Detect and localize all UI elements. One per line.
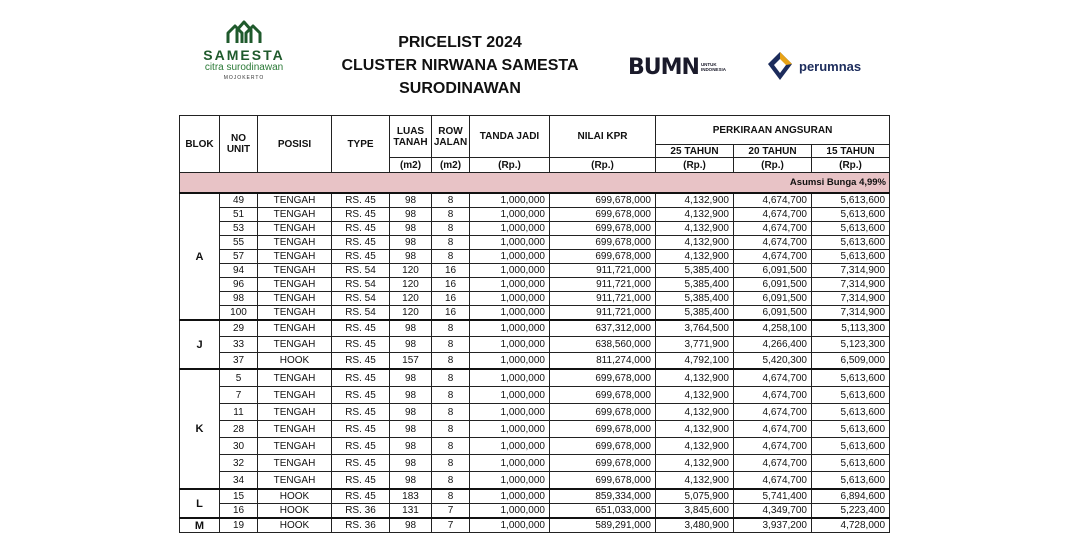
cell-nilai-kpr: 911,721,000 — [550, 306, 656, 321]
cell-angsuran-25: 4,132,900 — [656, 369, 734, 387]
cell-nilai-kpr: 699,678,000 — [550, 250, 656, 264]
cell-posisi: TENGAH — [258, 264, 332, 278]
cell-nilai-kpr: 699,678,000 — [550, 472, 656, 490]
unit-row: (m2) — [432, 158, 470, 173]
cell-angsuran-20: 6,091,500 — [734, 278, 812, 292]
cell-nilai-kpr: 699,678,000 — [550, 193, 656, 208]
cell-angsuran-25: 3,771,900 — [656, 337, 734, 353]
cell-tanda-jadi: 1,000,000 — [470, 278, 550, 292]
cell-angsuran-15: 5,223,400 — [812, 504, 890, 519]
cell-angsuran-25: 5,385,400 — [656, 306, 734, 321]
table-row — [180, 320, 890, 337]
table-row — [180, 264, 890, 278]
cell-angsuran-20: 4,674,700 — [734, 404, 812, 421]
cell-row-jalan: 8 — [432, 369, 470, 387]
cell-nilai-kpr: 699,678,000 — [550, 455, 656, 472]
cell-luas-tanah: 98 — [390, 337, 432, 353]
cell-angsuran-15: 7,314,900 — [812, 292, 890, 306]
bumn-tagline — [701, 62, 726, 72]
cell-row-jalan: 8 — [432, 421, 470, 438]
cell-angsuran-25: 3,480,900 — [656, 518, 734, 533]
cell-luas-tanah: 98 — [390, 208, 432, 222]
header-luas-tanah — [390, 116, 432, 158]
cell-angsuran-15: 5,613,600 — [812, 404, 890, 421]
cell-angsuran-15: 5,613,600 — [812, 222, 890, 236]
blok-label: L — [180, 489, 220, 518]
cell-angsuran-20: 4,674,700 — [734, 421, 812, 438]
cell-row-jalan: 8 — [432, 250, 470, 264]
cell-luas-tanah: 120 — [390, 278, 432, 292]
table-row — [180, 306, 890, 321]
table-row — [180, 236, 890, 250]
cell-luas-tanah: 98 — [390, 320, 432, 337]
cell-row-jalan: 7 — [432, 518, 470, 533]
cell-angsuran-25: 4,132,900 — [656, 472, 734, 490]
cell-angsuran-25: 4,132,900 — [656, 193, 734, 208]
cell-angsuran-20: 4,674,700 — [734, 193, 812, 208]
header-25-tahun: 25 TAHUN — [656, 145, 734, 158]
cell-nilai-kpr: 699,678,000 — [550, 421, 656, 438]
table-row — [180, 292, 890, 306]
brand-city: MOJOKERTO — [223, 75, 265, 81]
cell-angsuran-15: 5,613,600 — [812, 387, 890, 404]
cell-angsuran-15: 5,613,600 — [812, 193, 890, 208]
table-body — [180, 193, 890, 533]
cell-nilai-kpr: 911,721,000 — [550, 292, 656, 306]
cell-luas-tanah: 98 — [390, 404, 432, 421]
header-posisi: POSISI — [258, 116, 332, 173]
cell-angsuran-25: 4,132,900 — [656, 421, 734, 438]
header-no-unit — [220, 116, 258, 173]
cell-type: RS. 45 — [332, 438, 390, 455]
cell-row-jalan: 7 — [432, 504, 470, 519]
cell-tanda-jadi: 1,000,000 — [470, 222, 550, 236]
cell-posisi: TENGAH — [258, 387, 332, 404]
cell-tanda-jadi: 1,000,000 — [470, 387, 550, 404]
cell-type: RS. 45 — [332, 337, 390, 353]
cell-no-unit: 53 — [220, 222, 258, 236]
cell-nilai-kpr: 638,560,000 — [550, 337, 656, 353]
unit-25-tahun: (Rp.) — [656, 158, 734, 173]
cell-row-jalan: 8 — [432, 337, 470, 353]
cell-row-jalan: 8 — [432, 472, 470, 490]
bumn-logo — [628, 55, 726, 79]
cell-nilai-kpr: 651,033,000 — [550, 504, 656, 519]
cell-type: RS. 36 — [332, 518, 390, 533]
unit-luas: (m2) — [390, 158, 432, 173]
cell-nilai-kpr: 637,312,000 — [550, 320, 656, 337]
cell-type: RS. 45 — [332, 208, 390, 222]
blok-label: M — [180, 518, 220, 533]
header-row-jalan — [432, 116, 470, 158]
cell-tanda-jadi: 1,000,000 — [470, 236, 550, 250]
cell-angsuran-20: 4,674,700 — [734, 222, 812, 236]
cell-type: RS. 54 — [332, 306, 390, 321]
cell-posisi: TENGAH — [258, 278, 332, 292]
cell-posisi: TENGAH — [258, 369, 332, 387]
cell-angsuran-25: 3,764,500 — [656, 320, 734, 337]
cell-angsuran-20: 6,091,500 — [734, 306, 812, 321]
cell-type: RS. 45 — [332, 222, 390, 236]
cell-posisi: TENGAH — [258, 208, 332, 222]
cell-angsuran-20: 5,420,300 — [734, 353, 812, 370]
cell-angsuran-25: 4,132,900 — [656, 438, 734, 455]
table-row — [180, 222, 890, 236]
cell-tanda-jadi: 1,000,000 — [470, 193, 550, 208]
cell-tanda-jadi: 1,000,000 — [470, 208, 550, 222]
cell-angsuran-20: 3,937,200 — [734, 518, 812, 533]
cell-type: RS. 45 — [332, 489, 390, 504]
header-nilai-kpr: NILAI KPR — [550, 116, 656, 158]
cell-luas-tanah: 98 — [390, 421, 432, 438]
cell-angsuran-25: 5,075,900 — [656, 489, 734, 504]
cell-no-unit: 7 — [220, 387, 258, 404]
cell-type: RS. 45 — [332, 320, 390, 337]
cell-row-jalan: 8 — [432, 387, 470, 404]
cell-angsuran-20: 4,349,700 — [734, 504, 812, 519]
cell-tanda-jadi: 1,000,000 — [470, 404, 550, 421]
cell-luas-tanah: 98 — [390, 387, 432, 404]
cell-no-unit: 28 — [220, 421, 258, 438]
cell-angsuran-20: 4,674,700 — [734, 236, 812, 250]
pricelist-table — [179, 115, 890, 533]
cell-posisi: TENGAH — [258, 472, 332, 490]
cell-angsuran-20: 4,674,700 — [734, 369, 812, 387]
samesta-emblem-icon — [225, 18, 263, 46]
cell-type: RS. 54 — [332, 264, 390, 278]
cell-row-jalan: 8 — [432, 455, 470, 472]
cell-posisi: TENGAH — [258, 193, 332, 208]
cell-type: RS. 45 — [332, 193, 390, 208]
cell-posisi: TENGAH — [258, 222, 332, 236]
cell-posisi: HOOK — [258, 489, 332, 504]
cell-posisi: TENGAH — [258, 438, 332, 455]
unit-nilai-kpr: (Rp.) — [550, 158, 656, 173]
cell-angsuran-15: 7,314,900 — [812, 278, 890, 292]
cell-no-unit: 94 — [220, 264, 258, 278]
cell-nilai-kpr: 811,274,000 — [550, 353, 656, 370]
cell-row-jalan: 8 — [432, 208, 470, 222]
cell-luas-tanah: 120 — [390, 292, 432, 306]
table-row — [180, 353, 890, 370]
cell-angsuran-25: 5,385,400 — [656, 292, 734, 306]
table-row — [180, 337, 890, 353]
brand-subtitle: citra surodinawan — [204, 62, 284, 73]
cell-row-jalan: 16 — [432, 292, 470, 306]
cell-angsuran-15: 6,894,600 — [812, 489, 890, 504]
cell-no-unit: 37 — [220, 353, 258, 370]
cell-angsuran-15: 5,123,300 — [812, 337, 890, 353]
cell-no-unit: 51 — [220, 208, 258, 222]
cell-tanda-jadi: 1,000,000 — [470, 421, 550, 438]
cell-luas-tanah: 98 — [390, 455, 432, 472]
cell-angsuran-15: 5,613,600 — [812, 421, 890, 438]
cell-no-unit: 96 — [220, 278, 258, 292]
cell-luas-tanah: 157 — [390, 353, 432, 370]
cell-luas-tanah: 98 — [390, 518, 432, 533]
cell-angsuran-25: 4,132,900 — [656, 404, 734, 421]
table-row — [180, 518, 890, 533]
cell-type: RS. 45 — [332, 387, 390, 404]
cell-luas-tanah: 183 — [390, 489, 432, 504]
header-blok: BLOK — [180, 116, 220, 173]
cell-row-jalan: 8 — [432, 353, 470, 370]
cell-angsuran-15: 7,314,900 — [812, 264, 890, 278]
bumn-tagline-1: UNTUK — [700, 62, 717, 67]
cell-type: RS. 45 — [332, 404, 390, 421]
cell-type: RS. 45 — [332, 421, 390, 438]
cell-tanda-jadi: 1,000,000 — [470, 306, 550, 321]
cell-angsuran-15: 6,509,000 — [812, 353, 890, 370]
cell-row-jalan: 16 — [432, 306, 470, 321]
cell-row-jalan: 8 — [432, 222, 470, 236]
cell-angsuran-20: 4,266,400 — [734, 337, 812, 353]
cell-nilai-kpr: 859,334,000 — [550, 489, 656, 504]
cell-no-unit: 33 — [220, 337, 258, 353]
cell-no-unit: 100 — [220, 306, 258, 321]
cell-luas-tanah: 98 — [390, 250, 432, 264]
cell-nilai-kpr: 699,678,000 — [550, 208, 656, 222]
cell-row-jalan: 16 — [432, 278, 470, 292]
cell-posisi: HOOK — [258, 504, 332, 519]
asumsi-bunga-row: Asumsi Bunga 4,99% — [180, 173, 890, 194]
table-row — [180, 404, 890, 421]
cell-luas-tanah: 98 — [390, 369, 432, 387]
cell-posisi: TENGAH — [258, 404, 332, 421]
cell-no-unit: 29 — [220, 320, 258, 337]
samesta-logo — [196, 18, 292, 81]
cell-row-jalan: 8 — [432, 438, 470, 455]
cell-luas-tanah: 120 — [390, 306, 432, 321]
cell-posisi: HOOK — [258, 518, 332, 533]
cell-no-unit: 19 — [220, 518, 258, 533]
cell-nilai-kpr: 699,678,000 — [550, 236, 656, 250]
table-row — [180, 438, 890, 455]
cell-angsuran-20: 5,741,400 — [734, 489, 812, 504]
cell-posisi: TENGAH — [258, 250, 332, 264]
cell-no-unit: 16 — [220, 504, 258, 519]
cell-type: RS. 45 — [332, 236, 390, 250]
cell-angsuran-15: 5,613,600 — [812, 369, 890, 387]
cell-type: RS. 36 — [332, 504, 390, 519]
table-row — [180, 472, 890, 490]
cell-no-unit: 98 — [220, 292, 258, 306]
cell-nilai-kpr: 699,678,000 — [550, 222, 656, 236]
blok-label: A — [180, 193, 220, 320]
cell-angsuran-15: 5,613,600 — [812, 455, 890, 472]
cell-type: RS. 45 — [332, 353, 390, 370]
cell-row-jalan: 8 — [432, 320, 470, 337]
cell-tanda-jadi: 1,000,000 — [470, 320, 550, 337]
cell-tanda-jadi: 1,000,000 — [470, 518, 550, 533]
cell-angsuran-25: 4,132,900 — [656, 222, 734, 236]
cell-angsuran-25: 4,132,900 — [656, 236, 734, 250]
title-line-2: CLUSTER NIRWANA SAMESTA — [341, 57, 579, 74]
table-row — [180, 208, 890, 222]
cell-no-unit: 55 — [220, 236, 258, 250]
header-luas-1: LUAS — [396, 125, 425, 137]
title-line-1: PRICELIST 2024 — [398, 34, 522, 51]
cell-tanda-jadi: 1,000,000 — [470, 438, 550, 455]
cell-no-unit: 11 — [220, 404, 258, 421]
cell-luas-tanah: 98 — [390, 438, 432, 455]
header-tanda-jadi: TANDA JADI — [470, 116, 550, 158]
cell-tanda-jadi: 1,000,000 — [470, 337, 550, 353]
header-luas-2: TANAH — [393, 136, 428, 148]
cell-tanda-jadi: 1,000,000 — [470, 504, 550, 519]
cell-tanda-jadi: 1,000,000 — [470, 369, 550, 387]
unit-20-tahun: (Rp.) — [734, 158, 812, 173]
perumnas-wordmark: perumnas — [799, 58, 862, 74]
cell-posisi: TENGAH — [258, 421, 332, 438]
cell-angsuran-15: 5,613,600 — [812, 472, 890, 490]
perumnas-logo — [766, 50, 861, 82]
header-row-2: JALAN — [433, 136, 468, 148]
header-perkiraan-angsuran: PERKIRAAN ANGSURAN — [656, 116, 890, 145]
cell-angsuran-15: 5,613,600 — [812, 208, 890, 222]
cell-angsuran-25: 5,385,400 — [656, 278, 734, 292]
cell-nilai-kpr: 699,678,000 — [550, 438, 656, 455]
table-row — [180, 278, 890, 292]
table-row — [180, 489, 890, 504]
cell-angsuran-25: 5,385,400 — [656, 264, 734, 278]
cell-tanda-jadi: 1,000,000 — [470, 489, 550, 504]
table-row — [180, 504, 890, 519]
cell-no-unit: 5 — [220, 369, 258, 387]
cell-row-jalan: 8 — [432, 193, 470, 208]
cell-no-unit: 32 — [220, 455, 258, 472]
cell-angsuran-25: 4,792,100 — [656, 353, 734, 370]
cell-no-unit: 34 — [220, 472, 258, 490]
cell-tanda-jadi: 1,000,000 — [470, 250, 550, 264]
table-row — [180, 193, 890, 208]
cell-angsuran-20: 4,674,700 — [734, 438, 812, 455]
table-row — [180, 250, 890, 264]
cell-angsuran-20: 6,091,500 — [734, 292, 812, 306]
cell-type: RS. 54 — [332, 278, 390, 292]
cell-posisi: TENGAH — [258, 455, 332, 472]
cell-tanda-jadi: 1,000,000 — [470, 292, 550, 306]
header-no-unit-1: NO — [231, 133, 246, 144]
cell-row-jalan: 8 — [432, 489, 470, 504]
cell-row-jalan: 8 — [432, 236, 470, 250]
cell-tanda-jadi: 1,000,000 — [470, 455, 550, 472]
blok-label: J — [180, 320, 220, 369]
cell-luas-tanah: 98 — [390, 222, 432, 236]
cell-posisi: TENGAH — [258, 236, 332, 250]
cell-luas-tanah: 120 — [390, 264, 432, 278]
cell-type: RS. 45 — [332, 472, 390, 490]
cell-angsuran-25: 4,132,900 — [656, 208, 734, 222]
cell-type: RS. 54 — [332, 292, 390, 306]
cell-angsuran-20: 4,258,100 — [734, 320, 812, 337]
header-no-unit-2: UNIT — [226, 144, 251, 155]
cell-type: RS. 45 — [332, 250, 390, 264]
bumn-tagline-2: INDONESIA — [700, 67, 726, 72]
cell-angsuran-20: 6,091,500 — [734, 264, 812, 278]
table-row — [180, 387, 890, 404]
bumn-wordmark: BUMN — [628, 54, 699, 80]
blok-label: K — [180, 369, 220, 489]
cell-tanda-jadi: 1,000,000 — [470, 353, 550, 370]
table-row — [180, 455, 890, 472]
header-row-1: ROW — [438, 125, 463, 137]
cell-angsuran-15: 5,113,300 — [812, 320, 890, 337]
cell-no-unit: 57 — [220, 250, 258, 264]
cell-angsuran-15: 4,728,000 — [812, 518, 890, 533]
brand-name: SAMESTA — [203, 47, 285, 63]
unit-tanda-jadi: (Rp.) — [470, 158, 550, 173]
header-15-tahun: 15 TAHUN — [812, 145, 890, 158]
cell-nilai-kpr: 911,721,000 — [550, 278, 656, 292]
table-row — [180, 421, 890, 438]
cell-luas-tanah: 131 — [390, 504, 432, 519]
cell-posisi: HOOK — [258, 353, 332, 370]
cell-luas-tanah: 98 — [390, 236, 432, 250]
title-line-3: SURODINAWAN — [399, 80, 521, 97]
cell-angsuran-20: 4,674,700 — [734, 387, 812, 404]
cell-tanda-jadi: 1,000,000 — [470, 472, 550, 490]
cell-angsuran-25: 3,845,600 — [656, 504, 734, 519]
cell-angsuran-20: 4,674,700 — [734, 250, 812, 264]
cell-angsuran-15: 5,613,600 — [812, 236, 890, 250]
cell-type: RS. 45 — [332, 455, 390, 472]
cell-nilai-kpr: 911,721,000 — [550, 264, 656, 278]
cell-angsuran-20: 4,674,700 — [734, 472, 812, 490]
cell-angsuran-25: 4,132,900 — [656, 250, 734, 264]
cell-type: RS. 45 — [332, 369, 390, 387]
cell-no-unit: 49 — [220, 193, 258, 208]
cell-nilai-kpr: 699,678,000 — [550, 404, 656, 421]
cell-posisi: TENGAH — [258, 337, 332, 353]
cell-angsuran-25: 4,132,900 — [656, 387, 734, 404]
cell-row-jalan: 16 — [432, 264, 470, 278]
cell-angsuran-15: 7,314,900 — [812, 306, 890, 321]
cell-posisi: TENGAH — [258, 320, 332, 337]
cell-angsuran-15: 5,613,600 — [812, 250, 890, 264]
cell-nilai-kpr: 589,291,000 — [550, 518, 656, 533]
cell-nilai-kpr: 699,678,000 — [550, 369, 656, 387]
table-row — [180, 369, 890, 387]
cell-tanda-jadi: 1,000,000 — [470, 264, 550, 278]
header-20-tahun: 20 TAHUN — [734, 145, 812, 158]
cell-posisi: TENGAH — [258, 306, 332, 321]
cell-row-jalan: 8 — [432, 404, 470, 421]
header-type: TYPE — [332, 116, 390, 173]
cell-no-unit: 15 — [220, 489, 258, 504]
cell-no-unit: 30 — [220, 438, 258, 455]
cell-luas-tanah: 98 — [390, 472, 432, 490]
cell-angsuran-20: 4,674,700 — [734, 455, 812, 472]
cell-posisi: TENGAH — [258, 292, 332, 306]
cell-angsuran-25: 4,132,900 — [656, 455, 734, 472]
page-title — [320, 31, 600, 100]
unit-15-tahun: (Rp.) — [812, 158, 890, 173]
perumnas-emblem-icon — [766, 50, 794, 82]
cell-luas-tanah: 98 — [390, 193, 432, 208]
cell-angsuran-15: 5,613,600 — [812, 438, 890, 455]
cell-angsuran-20: 4,674,700 — [734, 208, 812, 222]
cell-nilai-kpr: 699,678,000 — [550, 387, 656, 404]
